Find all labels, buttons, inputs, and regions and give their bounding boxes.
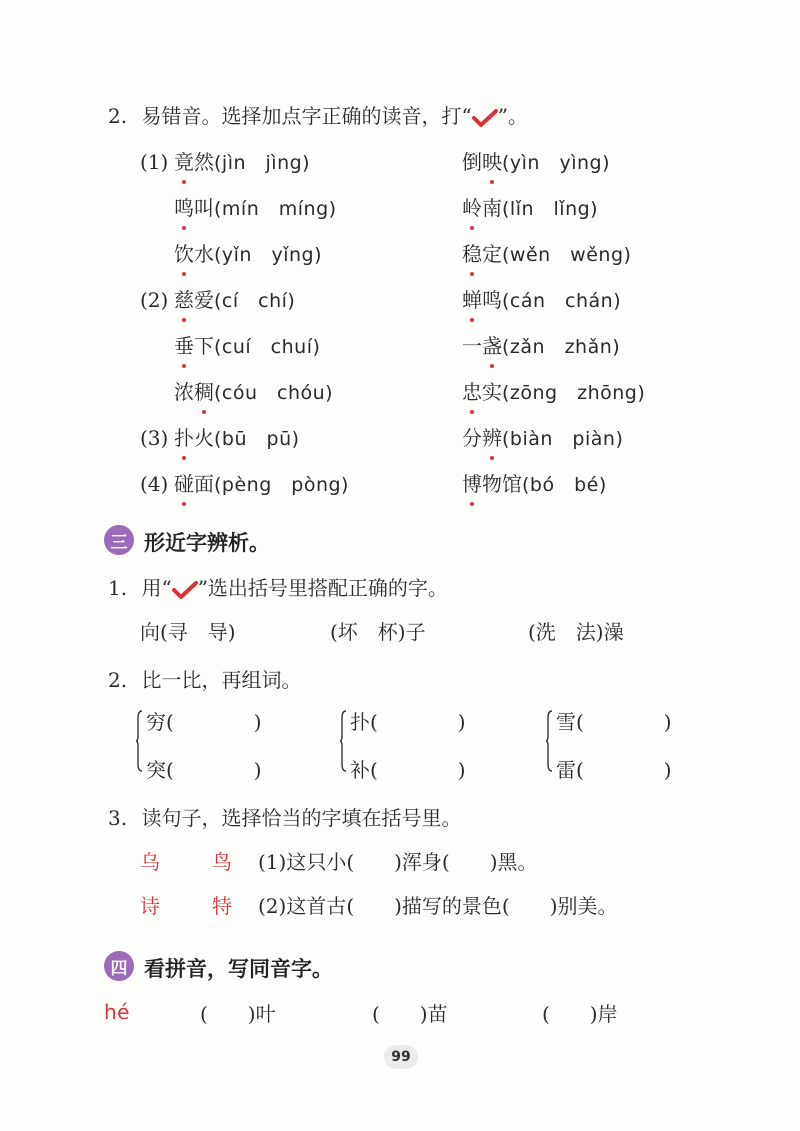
q2-word-char: 火 — [194, 426, 214, 450]
q2-word-char: 饮 — [174, 238, 194, 267]
q2-pinyin-options[interactable]: (cán chán) — [502, 290, 622, 312]
q2-pinyin-options[interactable]: (yìn yìng) — [502, 152, 611, 174]
q2-left-row — [140, 468, 349, 497]
q2-word-char: 岭 — [462, 192, 482, 221]
q2-pinyin-options[interactable]: (lǐn lǐng) — [502, 198, 599, 220]
q2-word-char: 蝉 — [462, 284, 482, 313]
q2-word-char: 叫 — [194, 196, 214, 220]
q2-word-char: 爱 — [194, 288, 214, 312]
emphasis-dot — [490, 364, 494, 368]
q2-word-char: 物 — [482, 472, 502, 496]
q2-word-char: 然 — [194, 150, 214, 174]
q2-left-row — [140, 238, 322, 267]
q2-left-row — [140, 376, 333, 405]
q2-pinyin-options[interactable]: (yǐn yǐng) — [214, 244, 323, 266]
q2-word-char: 稳 — [462, 238, 482, 267]
q2-pinyin-options[interactable]: (zōng zhōng) — [502, 382, 646, 404]
q2-pinyin-options[interactable]: (cóu chóu) — [214, 382, 334, 404]
emphasis-dot — [182, 318, 186, 322]
q2-row-label: (3) — [140, 426, 169, 450]
s3-q3-row1-choice-a: 乌 — [140, 850, 160, 874]
s3-q2-g1-bottom[interactable]: 突( ) — [146, 758, 262, 782]
q2-word-char: 实 — [482, 380, 502, 404]
section-4-badge: 四 — [104, 951, 134, 981]
q2-word-char: 映 — [482, 146, 502, 175]
emphasis-dot — [182, 226, 186, 230]
q2-word-char: 辨 — [482, 422, 502, 451]
q2-word-char: 盏 — [482, 330, 502, 359]
s3-q1-heading — [108, 572, 448, 601]
section-3-title: 形近字辨析。 — [144, 531, 270, 555]
q2-word-char: 鸣 — [174, 192, 194, 221]
brace-icon — [546, 710, 553, 772]
q2-pinyin-options[interactable]: (cuí chuí) — [214, 336, 321, 358]
s4-item-1[interactable]: ( )叶 — [200, 1002, 276, 1026]
emphasis-dot — [470, 226, 474, 230]
q2-word-char: 碰 — [174, 468, 194, 497]
s3-q3-row2-choice-a: 诗 — [140, 894, 160, 918]
s3-q1-item-2[interactable]: (坏 杯)子 — [330, 620, 426, 644]
emphasis-dot — [182, 364, 186, 368]
q2-word-char: 面 — [194, 472, 214, 496]
q2-word-char: 博 — [462, 468, 482, 497]
q2-pinyin-options[interactable]: (cí chí) — [214, 290, 296, 312]
s3-q1-number: 1. — [108, 576, 128, 600]
q2-row-label: (4) — [140, 472, 169, 496]
q2-word-char: 南 — [482, 196, 502, 220]
s3-q2-g1-top[interactable]: 穷( ) — [146, 710, 262, 734]
q2-right-row — [462, 422, 623, 451]
s3-q3-row2-choice-b: 特 — [212, 894, 232, 918]
q2-left-row — [140, 284, 295, 313]
emphasis-dot — [490, 456, 494, 460]
s3-q2-heading — [108, 664, 301, 693]
q2-pinyin-options[interactable]: (wěn wěng) — [502, 244, 632, 266]
s3-q1-item-3[interactable]: (洗 法)澡 — [528, 620, 624, 644]
q2-word-char: 扑 — [174, 422, 194, 451]
emphasis-dot — [470, 318, 474, 322]
s3-q3-heading — [108, 802, 461, 831]
q2-right-row — [462, 284, 621, 313]
q2-pinyin-options[interactable]: (zǎn zhǎn) — [502, 336, 621, 358]
emphasis-dot — [182, 272, 186, 276]
emphasis-dot — [202, 410, 206, 414]
q2-word-char: 浓 — [174, 380, 194, 404]
section-3-badge: 三 — [104, 525, 134, 555]
s3-q3-row1-sentence[interactable]: (1)这只小( )浑身( )黑。 — [258, 850, 538, 874]
s3-q3-row1-choice-b: 鸟 — [212, 850, 232, 874]
q2-pinyin-options[interactable]: (bó bé) — [522, 474, 607, 496]
q2-right-row — [462, 376, 645, 405]
q2-left-row — [140, 422, 300, 451]
q2-right-row — [462, 468, 607, 497]
q2-word-char: 慈 — [174, 284, 194, 313]
q2-right-row — [462, 192, 598, 221]
emphasis-dot — [470, 502, 474, 506]
s3-q1-text-b: ”选出括号里搭配正确的字。 — [197, 576, 448, 600]
q2-left-row — [140, 330, 320, 359]
s4-item-3[interactable]: ( )岸 — [542, 1002, 618, 1026]
q2-right-row — [462, 330, 620, 359]
s3-q2-text: 比一比，再组词。 — [141, 668, 302, 692]
q2-row-label: (2) — [140, 288, 169, 312]
q2-pinyin-options[interactable]: (biàn piàn) — [502, 428, 624, 450]
emphasis-dot — [182, 456, 186, 460]
s4-pinyin: hé — [104, 1000, 130, 1024]
q2-pinyin-options[interactable]: (bū pū) — [214, 428, 300, 450]
s3-q2-g3-top[interactable]: 雪( ) — [556, 710, 672, 734]
s3-q2-g3-bottom[interactable]: 雷( ) — [556, 758, 672, 782]
q2-pinyin-options[interactable]: (jìn jìng) — [214, 152, 311, 174]
q2-pinyin-options[interactable]: (pèng pòng) — [214, 474, 349, 496]
page-number: 99 — [384, 1045, 418, 1069]
q2-left-row — [140, 192, 337, 221]
s3-q2-g2-top[interactable]: 扑( ) — [350, 710, 466, 734]
q2-word-char: 忠 — [462, 376, 482, 405]
brace-icon — [340, 710, 347, 772]
checkmark-icon — [472, 108, 498, 128]
emphasis-dot — [470, 272, 474, 276]
q2-word-char: 水 — [194, 242, 214, 266]
s3-q3-row2-sentence[interactable]: (2)这首古( )描写的景色( )别美。 — [258, 894, 618, 918]
checkmark-icon — [172, 580, 198, 600]
q2-word-char: 倒 — [462, 150, 482, 174]
q2-word-char: 分 — [462, 426, 482, 450]
q2-row-label: (1) — [140, 150, 169, 174]
section-4-title: 看拼音，写同音字。 — [144, 957, 333, 981]
q2-pinyin-options[interactable]: (mín míng) — [214, 198, 337, 220]
q2-number: 2. — [108, 104, 128, 128]
q2-heading — [108, 100, 528, 129]
q2-word-char: 稠 — [194, 376, 214, 405]
s3-q1-item-1[interactable]: 向(寻 导) — [140, 620, 236, 644]
q2-word-char: 垂 — [174, 330, 194, 359]
q2-word-char: 鸣 — [482, 288, 502, 312]
q2-instruction: 易错音。选择加点字正确的读音，打“ — [141, 104, 472, 128]
emphasis-dot — [490, 180, 494, 184]
q2-word-char: 馆 — [502, 472, 522, 496]
s3-q3-text: 读句子，选择恰当的字填在括号里。 — [141, 806, 462, 830]
q2-right-row — [462, 238, 631, 267]
s3-q2-g2-bottom[interactable]: 补( ) — [350, 758, 466, 782]
s4-item-2[interactable]: ( )苗 — [372, 1002, 448, 1026]
emphasis-dot — [182, 502, 186, 506]
q2-word-char: 一 — [462, 334, 482, 358]
s3-q2-number: 2. — [108, 668, 128, 692]
q2-instruction-end: ”。 — [497, 104, 528, 128]
q2-left-row — [140, 146, 310, 175]
emphasis-dot — [470, 410, 474, 414]
q2-word-char: 下 — [194, 334, 214, 358]
s3-q1-text-a: 用“ — [141, 576, 172, 600]
q2-word-char: 竟 — [174, 146, 194, 175]
q2-right-row — [462, 146, 610, 175]
s3-q3-number: 3. — [108, 806, 128, 830]
emphasis-dot — [182, 180, 186, 184]
brace-icon — [136, 710, 143, 772]
q2-word-char: 定 — [482, 242, 502, 266]
